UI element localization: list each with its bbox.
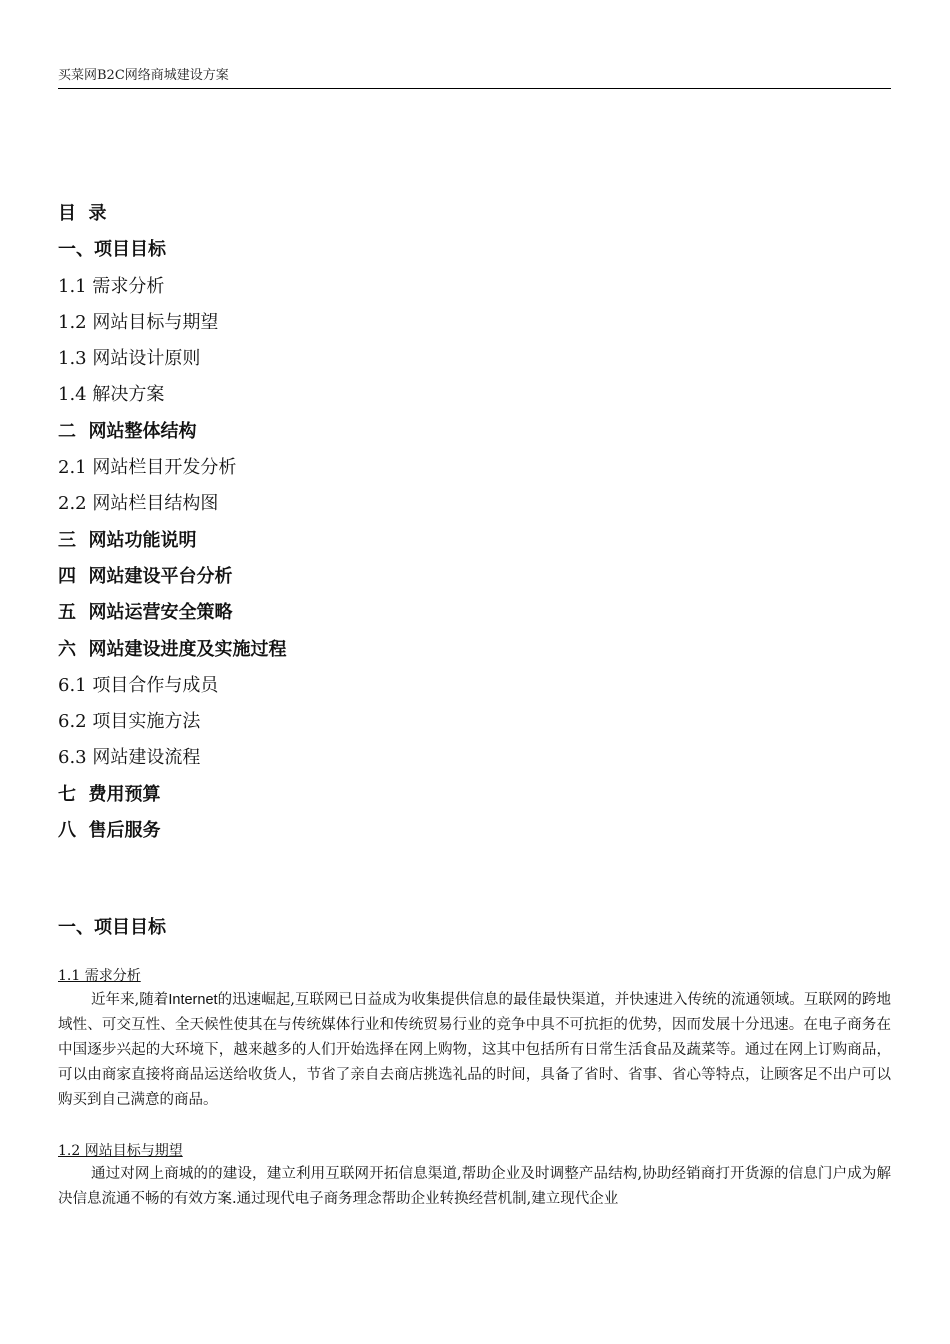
paragraph-text: Internet [168,992,218,1008]
paragraph-1-2: 通过对网上商城的的建设，建立利用互联网开拓信息渠道,帮助企业及时调整产品结构,协助经销商打开货源的信息门户成为解决信息流通不畅的有效方案.通过现代电子商务理念帮助企业转换经营机制,建立现代企业 [58,1166,891,1207]
toc-item: 1.1 需求分析 [58,275,165,297]
toc-title: 目 录 [58,203,107,224]
toc-item: 一、项目目标 [58,239,166,261]
paragraph-1-1 [58,988,891,1113]
page-header [58,66,891,89]
toc-item: 八 售后服务 [58,820,161,842]
toc-item: 1.3 网站设计原则 [58,348,201,370]
toc-item: 三 网站功能说明 [58,529,197,551]
toc-item: 2.2 网站栏目结构图 [58,493,219,515]
subsection-heading-1-1: 1.1 需求分析 [58,968,141,984]
header-title: 买菜网B2C网络商城建设方案 [58,68,229,83]
toc-item: 6.3 网站建设流程 [58,747,201,769]
toc-item: 二 网站整体结构 [58,420,197,442]
subsection-heading-1-2: 1.2 网站目标与期望 [58,1143,183,1159]
toc-item: 四 网站建设平台分析 [58,565,233,587]
table-of-contents [58,196,891,849]
paragraph-text: 的迅速崛起,互联网已日益成为收集提供信息的最佳最快渠道，并快速进入传统的流通领域。互联网的跨地域性、可交互性、全天候性使其在与传统媒体行业和传统贸易行业的竞争中具不可抗拒的优势，因而发展十分迅速。在电子商务在中国逐步兴起的大环境下，越来越多的人们开始选择在网上购物，这其中包括所有日常生活食品及蔬菜等。通过在网上订购商品，可以由商家直接将商品运送给收货人，节省了亲自去商店挑选礼品的时间，具备了省时、省事、省心等特点，让顾客足不出户可以购买到自己满意的商品。 [58,992,892,1108]
toc-item: 五 网站运营安全策略 [58,602,233,624]
toc-item: 1.2 网站目标与期望 [58,311,219,333]
toc-item: 六 网站建设进度及实施过程 [58,638,287,660]
toc-item: 1.4 解决方案 [58,384,165,406]
toc-list [58,232,891,849]
toc-item: 6.1 项目合作与成员 [58,674,219,696]
toc-item: 6.2 项目实施方法 [58,711,201,733]
toc-item: 七 费用预算 [58,783,161,805]
section-heading: 一、项目目标 [58,917,166,938]
toc-item: 2.1 网站栏目开发分析 [58,457,237,479]
paragraph-text: 近年来,随着 [91,992,169,1008]
